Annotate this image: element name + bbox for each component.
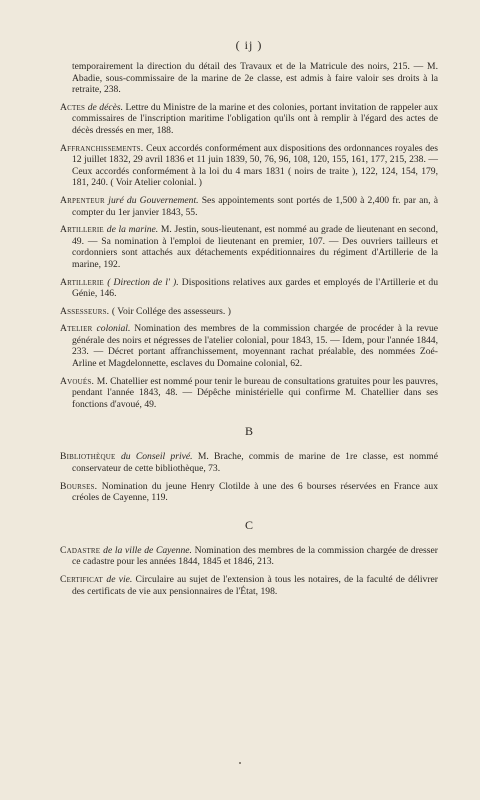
index-entry: [60, 143, 438, 189]
index-entry: [60, 574, 438, 597]
index-entry: [60, 451, 438, 474]
entry-text: Dispositions relatives aux gardes et employés de l'Artillerie et du Génie, 146.: [72, 276, 438, 300]
index-entry: [60, 61, 438, 96]
entry-text: Nomination des membres de la commission chargée de dresser ce cadastre pour les années 1844, 1845 et 1846, 213.: [72, 544, 438, 568]
entry-text: Circulaire au sujet de l'extension à tous les notaires, de la faculté de délivrer des certificats de vie aux pensionnaires de l'État, 198.: [72, 574, 438, 597]
entry-text: M. Jestin, sous-lieutenant, est nommé au grade de lieutenant en second, 49. — Sa nomination à l'emploi de lieutenant en premier, 107. — Des ouvriers tailleurs et cordonniers sont attachés aux détachements expéditionnaires du régiment d'Artillerie de la marine, 192.: [72, 224, 438, 270]
entry-text: Ceux accordés conformément aux dispositions des ordonnances royales des 12 juillet 1832, 29 avril 1836 et 11 juin 1839, 50, 76, 96, 108, 120, 155, 161, 177, 215, 238. — Ceux accordés conformément à la loi du 4 mars 1831 ( noirs de traite ), 122, 124, 154, 179, 181, 240. ( Voir Atelier colonial. ): [72, 142, 438, 189]
entry-qualifier: ( Direction de l' ).: [107, 276, 182, 288]
entry-text: Nomination des membres de la commission chargée de procéder à la revue générale des noirs et négresses de l'atelier colonial, pour 1843, 15. — Idem, pour l'année 1844, 233. — Décret portant affranchissement, moyennant rachat préalable, des nommées Zoé-Arline et Magdelonnette, esclaves du Domaine colonial, 62.: [72, 323, 439, 370]
entry-text: Lettre du Ministre de la marine et des colonies, portant invitation de rappeler aux commissaires de l'inscription maritime l'obligation qu'ils ont à remplir à l'égard des actes de décès dressés en mer, 188.: [72, 101, 438, 136]
entry-term: Artillerie: [60, 224, 107, 236]
section-letter: C: [244, 517, 253, 532]
entry-qualifier: colonial.: [96, 323, 135, 335]
entry-term: Arpenteur: [60, 194, 109, 206]
index-content: [60, 61, 438, 597]
index-entry: [60, 545, 438, 568]
entry-qualifier: de décès.: [87, 101, 126, 113]
entry-qualifier: de vie.: [106, 574, 136, 585]
entry-qualifier: de la ville de Cayenne.: [103, 544, 195, 556]
entry-term: Avoués.: [60, 375, 97, 387]
index-entry: [60, 306, 438, 318]
index-entry: [60, 376, 438, 411]
index-entry: [60, 102, 438, 137]
entry-term: Atelier: [60, 323, 97, 335]
entry-qualifier: juré du Gouvernement.: [108, 194, 202, 206]
entry-text: M. Brache, commis de marine de 1re classe, est nommé conservateur de cette bibliothèque, 73.: [72, 451, 438, 475]
speck-mark: [239, 762, 241, 764]
section-letter: B: [244, 424, 253, 439]
entry-term: Cadastre: [60, 544, 104, 556]
entry-term: Bourses.: [60, 480, 102, 492]
entry-term: Assesseurs.: [60, 305, 112, 317]
entry-term: Actes: [60, 101, 88, 113]
entry-text: ( Voir Collége des assesseurs. ): [111, 305, 231, 317]
index-entry: [60, 481, 438, 504]
index-entry: [60, 224, 438, 270]
index-entry: [60, 277, 438, 300]
index-entry: [60, 323, 438, 369]
entry-text: Ses appointements sont portés de 1,500 à 2,400 fr. par an, à compter du 1er janvier 1843, 55.: [72, 194, 439, 218]
page-header: ( ij ): [235, 38, 263, 52]
entry-text: Nomination du jeune Henry Clotilde à une des 6 bourses réservées en France aux créoles de Cayenne, 119.: [72, 480, 438, 504]
index-entry: [60, 195, 438, 218]
entry-term: Certificat: [60, 574, 107, 585]
entry-term: Bibliothèque: [60, 451, 121, 463]
entry-term: Artillerie: [60, 276, 108, 288]
entry-term: Affranchissements.: [60, 142, 147, 154]
entry-qualifier: de la marine.: [106, 224, 161, 236]
entry-text: temporairement la direction du détail des Travaux et de la Matricule des noirs, 215. — M. Abadie, sous-commissaire de la marine de 2e classe, est admis à faire valoir ses droits à la retraite, 238.: [72, 61, 438, 96]
entry-text: M. Chatellier est nommé pour tenir le bureau de consultations gratuites pour les pauvres, pendant l'année 1843, 48. — Dépêche ministérielle qui confirme M. Chatellier dans ses fonctions d'avoué, 49.: [72, 375, 438, 410]
entry-qualifier: du Conseil privé.: [120, 451, 198, 463]
